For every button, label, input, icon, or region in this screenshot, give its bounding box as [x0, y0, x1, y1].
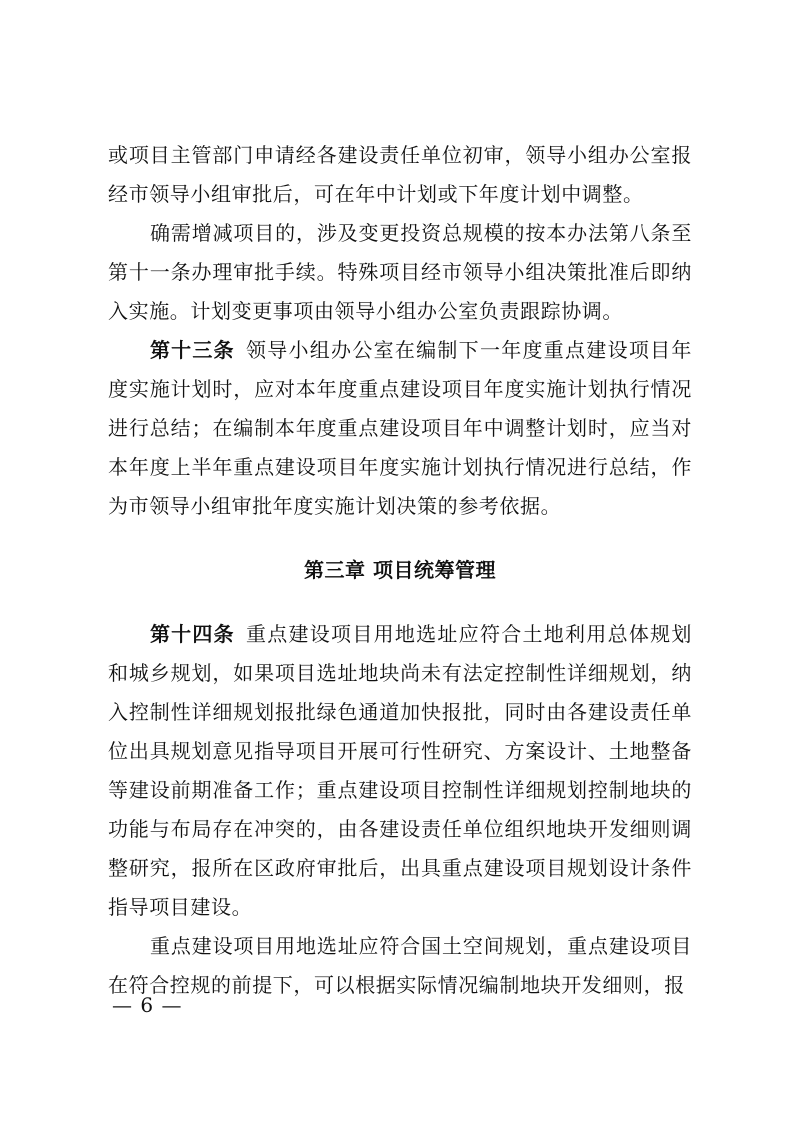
paragraphs-after — [108, 615, 692, 1005]
paragraph-text: 重点建设项目用地选址应符合土地利用总体规划和城乡规划，如果项目选址地块尚未有法定控制性详细规划，纳入控制性详细规划报批绿色通道加快报批，同时由各建设责任单位出具规划意见指导项目开展可行性研究、方案设计、土地整备等建设前期准备工作；重点建设项目控制性详细规划控制地块的功能与布局存在冲突的，由各建设责任单位组织地块开发细则调整研究，报所在区政府审批后，出具重点建设项目规划设计条件指导项目建设。 — [108, 622, 692, 919]
paragraph — [108, 615, 692, 927]
article-label: 第十四条 — [150, 622, 235, 646]
document-body — [108, 136, 692, 1005]
paragraph — [108, 136, 692, 214]
paragraphs-before — [108, 136, 692, 526]
paragraph — [108, 214, 692, 331]
paragraph-text: 重点建设项目用地选址应符合国土空间规划，重点建设项目在符合控规的前提下，可以根据实际情况编制地块开发细则，报 — [108, 934, 692, 997]
paragraph-text: 确需增减项目的，涉及变更投资总规模的按本办法第八条至第十一条办理审批手续。特殊项目经市领导小组决策批准后即纳入实施。计划变更事项由领导小组办公室负责跟踪协调。 — [108, 221, 692, 323]
chapter-heading: 第三章 项目统筹管理 — [304, 558, 496, 582]
paragraph-text: 领导小组办公室在编制下一年度重点建设项目年度实施计划时，应对本年度重点建设项目年度实施计划执行情况进行总结；在编制本年度重点建设项目年中调整计划时，应当对本年度上半年重点建设项目年度实施计划执行情况进行总结，作为市领导小组审批年度实施计划决策的参考依据。 — [108, 338, 692, 518]
article-label: 第十三条 — [150, 338, 235, 362]
page-number: — 6 — — [112, 993, 183, 1017]
paragraph-text: 或项目主管部门申请经各建设责任单位初审，领导小组办公室报经市领导小组审批后，可在年中计划或下年度计划中调整。 — [108, 143, 692, 206]
paragraph — [108, 927, 692, 1005]
paragraph — [108, 331, 692, 526]
